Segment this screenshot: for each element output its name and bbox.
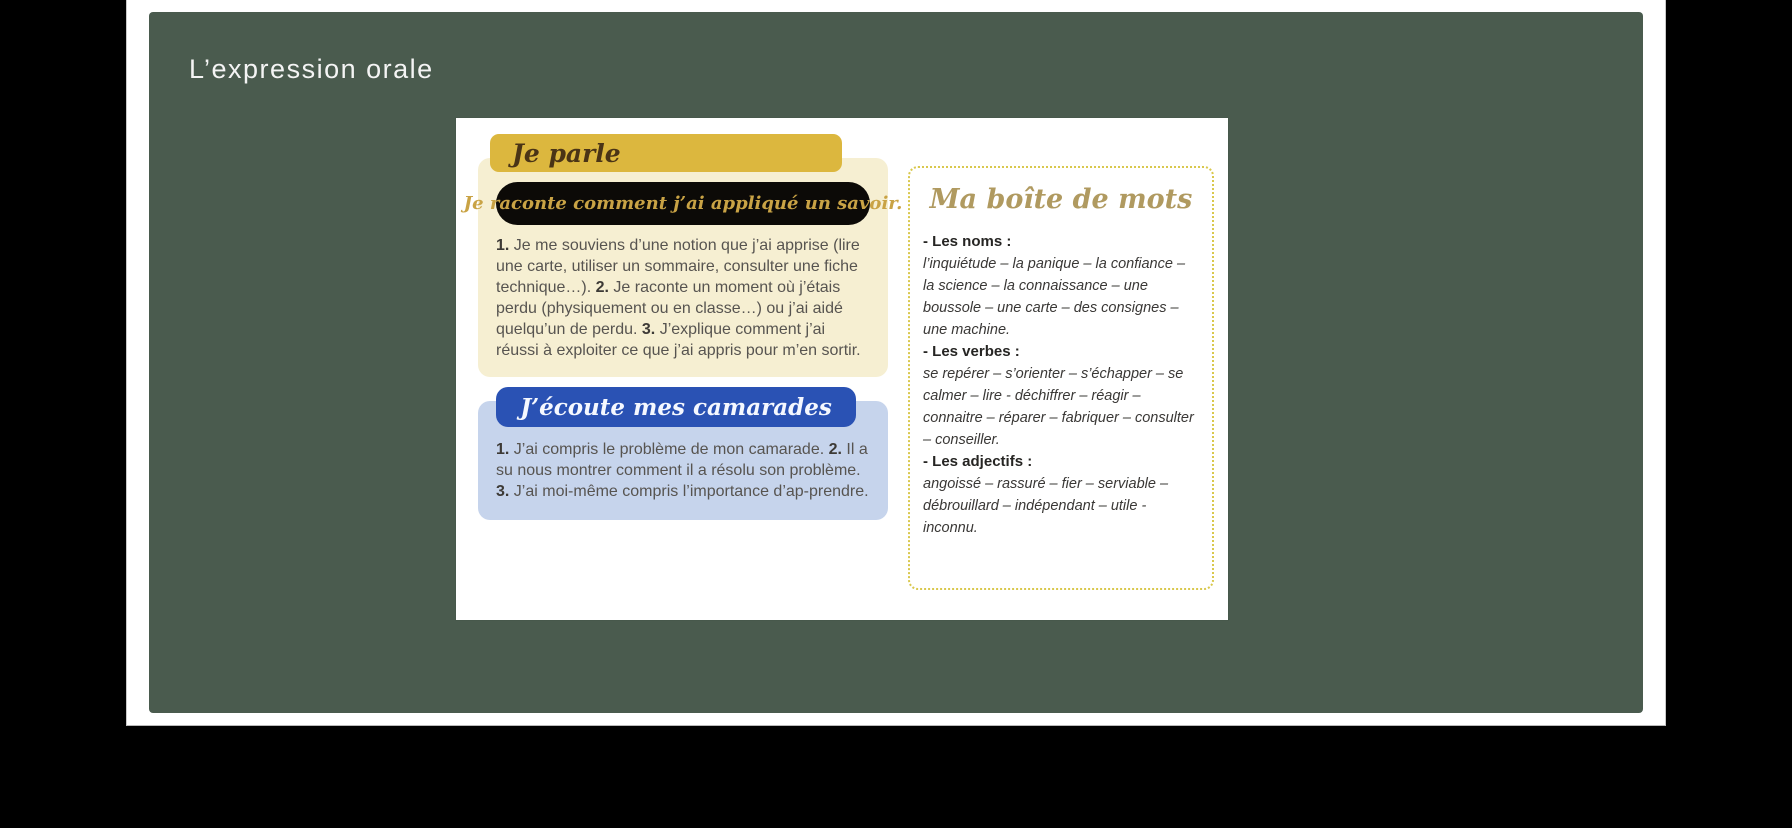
worksheet-left-column [463, 134, 903, 520]
item-number: 3. [496, 483, 510, 500]
item-text: J’ai compris le problème de mon camarade. [513, 441, 825, 458]
item-number: 3. [641, 321, 656, 338]
jecoute-box [478, 393, 888, 520]
section-words: angoissé – rassuré – fier – serviable – débrouillard – indépendant – utile - inconnu. [923, 476, 1169, 536]
boite-section-adjectifs [923, 451, 1199, 539]
worksheet-image [456, 118, 1228, 620]
section-label: - Les verbes : [923, 343, 1020, 360]
item-text: Je me souviens d’une notion que j’ai apprise (lire une carte, utiliser un sommaire, consulter une fiche technique…). [496, 237, 860, 296]
list-item [496, 441, 824, 458]
je-parle-box [463, 158, 903, 377]
je-parle-header [490, 134, 842, 172]
boite-de-mots-title: Ma boîte de mots [929, 184, 1193, 215]
je-parle-badge [463, 182, 903, 225]
item-number: 1. [496, 237, 510, 254]
boite-de-mots-box [908, 166, 1214, 590]
item-text: J’explique comment j’ai réussi à exploiter ce que j’ai appris pour m’en sortir. [496, 321, 861, 359]
jecoute-list [496, 439, 870, 502]
jecoute-header-label: J’écoute mes camarades [520, 393, 832, 421]
je-parle-badge-label: Je raconte comment j’ai appliqué un savoir. [463, 193, 903, 214]
je-parle-list [496, 235, 870, 361]
slide-title: L’expression orale [189, 54, 434, 84]
je-parle-header-label: Je parle [512, 138, 621, 168]
item-number: 2. [595, 279, 609, 296]
boite-section-verbes [923, 341, 1199, 451]
slide [149, 12, 1643, 713]
list-item [496, 483, 869, 500]
item-text: J’ai moi-même compris l’importance d’ap-prendre. [513, 483, 869, 500]
section-label: - Les adjectifs : [923, 453, 1033, 470]
section-words: se repérer – s’orienter – s’échapper – se calmer – lire - déchiffrer – réagir – connaitre – réparer – fabriquer – consulter – conseiller. [923, 366, 1194, 448]
item-number: 1. [496, 441, 510, 458]
item-number: 2. [828, 441, 842, 458]
item-text: Je raconte un moment où j’étais perdu (physiquement ou en classe…) ou j’ai aidé quelqu’un de perdu. [496, 279, 843, 338]
section-words: l’inquiétude – la panique – la confiance – la science – la connaissance – une boussole – une carte – des consignes – une machine. [923, 256, 1186, 338]
presentation-canvas [126, 0, 1666, 726]
section-label: - Les noms : [923, 233, 1012, 250]
boite-section-noms [923, 231, 1199, 341]
jecoute-header [496, 387, 856, 427]
item-text: Il a su nous montrer comment il a résolu son problème. [496, 441, 868, 479]
